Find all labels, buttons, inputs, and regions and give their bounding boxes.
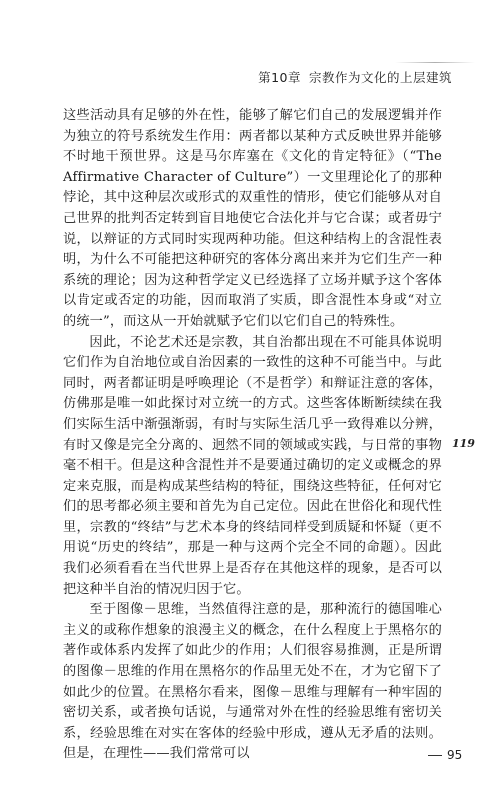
paragraph-1: 这些活动具有足够的外在性，能够了解它们自己的发展逻辑并作为独立的符号系统发生作用：两者都以某种方式反映世界并能够不时地干预世界。这是马尔库塞在《文化的肯定特征》（“The Affirmative Character of Culture”）一文里理论化了的那种悖论，其中这种层次或形式的双重性的情形，使它们能够从对自己世界的批判否定转到盲目地使它合法化并与它合谋；或者毋宁说，以辩证的方式同时实现两种功能。但这种结构上的含混性表明，为什么不可能把这种研究的客体分离出来并为它们生产一种系统的理论；因为这种哲学定义已经选择了立场并赋予这个客体以肯定或否定的功能，因而取消了实质，即含混性本身或“对立的统一”，而这从一开始就赋予它们以它们自己的特殊性。: [63, 108, 442, 329]
chapter-title: 宗教作为文化的上层建筑: [308, 70, 452, 85]
running-header: [0, 68, 452, 86]
paragraph-2: 因此，不论艺术还是宗教，其自治都出现在不可能具体说明它们作为自治地位或自治因素的一致性的这种不可能当中。与此同时，两者都证明是呼唤理论（不是哲学）和辩证注意的客体，仿佛那是唯一如此探讨对立统一的方式。这些客体断断续续在我们实际生活中渐强渐弱，有时与实际生活几乎一致得难以分辨，有时又像是完全分离的、迥然不同的领域或实践，与日常的事物毫不相干。但是这种含混性并不是要通过确切的定义或概念的界定来克服，而是构成某些结构的特征，围绕这些特征，任何对它们的思考都必须主要和首先为自己定位。因此在世俗化和现代性里，宗教的“终结”与艺术本身的终结同样受到质疑和怀疑（更不用说“历史的终结”，那是一种与这两个完全不同的命题）。因此我们必须看看在当代世界上是否存在其他这样的现象，是否可以把这种半自治的情况归因于它。: [63, 334, 442, 597]
original-page-marker: 119: [452, 437, 475, 450]
page-number-value: 95: [447, 748, 463, 762]
chapter-number: 第10章: [258, 70, 301, 85]
paragraph-3: 至于图像－思维，当然值得注意的是，那种流行的德国唯心主义的或称作想象的浪漫主义的概念，在什么程度上于黑格尔的著作或体系内发挥了如此少的作用；人们很容易推测，正是所谓的图像－思维的作用在黑格尔的作品里无处不在，才为它留下了如此少的位置。在黑格尔看来，图像－思维与理解有一种牢固的密切关系，或者换句话说，与通常对外在性的经验思维有密切关系，经验思维在对实在客体的经验中形成，遵从无矛盾的法则。但是，在理性——我们常常可以: [63, 602, 442, 762]
page-number: [428, 748, 462, 762]
header-decorative-rule: [395, 62, 475, 63]
body-text: [63, 106, 442, 765]
